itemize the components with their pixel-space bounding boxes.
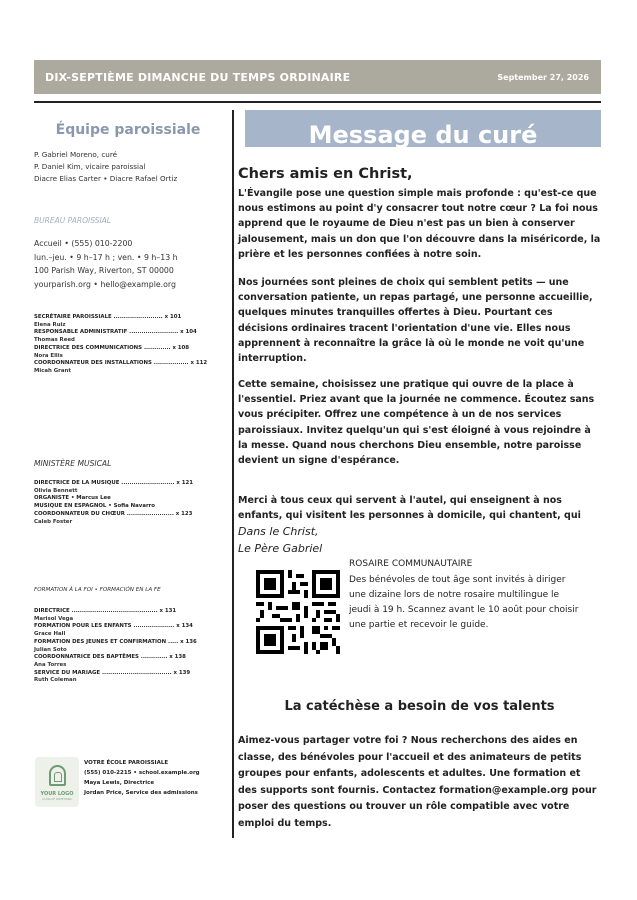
message-signature xyxy=(238,523,322,557)
bulletin-title: DIX-SEPTIÈME DIMANCHE DU TEMPS ORDINAIRE xyxy=(45,70,351,84)
directory-role: SERVICE DU MARIAGE .................................. x 139 xyxy=(34,669,191,676)
directory-role: ORGANISTE • Marcus Lee xyxy=(34,495,111,502)
staff-list xyxy=(34,149,177,185)
rosary-title: ROSAIRE COMMUNAUTAIRE xyxy=(349,559,473,569)
header-divider xyxy=(34,101,601,103)
directory-role: SECRÉTAIRE PAROISSIALE ........................ x 101 xyxy=(34,314,182,320)
message-signer: Le Père Gabriel xyxy=(238,542,323,555)
message-greeting: Chers amis en Christ, xyxy=(238,166,413,182)
school-info xyxy=(84,758,200,798)
office-hours: lun.–jeu. • 9 h–17 h ; ven. • 9 h–13 h xyxy=(34,252,178,262)
directory-name: Ana Torres xyxy=(34,661,67,668)
bulletin-date: September 27, 2026 xyxy=(497,72,589,82)
school-logo xyxy=(35,757,79,807)
directory-role: RESPONSABLE ADMINISTRATIF ........................ x 104 xyxy=(34,329,197,336)
staff-title: Équipe paroissiale xyxy=(55,122,201,138)
school-arch-icon xyxy=(49,765,66,786)
school-contact: (555) 010-2215 • school.example.org xyxy=(84,770,200,776)
directory-role: COORDONNATEUR DES INSTALLATIONS ................. x 112 xyxy=(34,360,208,367)
message-closing: Dans le Christ, xyxy=(238,525,319,538)
directory-role: DIRECTRICE .......................................... x 131 xyxy=(34,608,177,614)
logo-text: YOUR LOGO xyxy=(40,791,74,797)
music-directory xyxy=(34,480,222,526)
directory-name: Caleb Foster xyxy=(34,518,73,525)
catechesis-body: Aimez-vous partager votre foi ? Nous recherchons des aides en classe, des bénévoles pour l'accueil et des animateurs de petits groupes pour enfants, adolescents et adultes. Une formation et des supports sont fournis. Contactez formation@example.org pour poser des questions ou trouver un rôle compatible avec votre emploi du temps. xyxy=(238,735,597,829)
directory-name: Micah Grant xyxy=(34,367,71,374)
rosary-text: Des bénévoles de tout âge sont invités à diriger une dizaine lors de notre rosaire multilingue le jeudi à 19 h. Scannez avant le 10 août pour choisir une partie et recevoir le guide. xyxy=(349,575,579,630)
directory-role: DIRECTRICE DE LA MUSIQUE .......................... x 121 xyxy=(34,480,194,486)
office-phone: Accueil • (555) 010-2200 xyxy=(34,239,133,248)
directory-role: MUSIQUE EN ESPAGNOL • Sofia Navarro xyxy=(34,503,155,510)
directory-role: DIRECTRICE DES COMMUNICATIONS ............. x 108 xyxy=(34,344,190,351)
admin-directory xyxy=(34,314,222,376)
directory-name: Elena Ruiz xyxy=(34,321,66,328)
office-web-email: yourparish.org • hello@example.org xyxy=(34,279,176,289)
staff-line: Diacre Elias Carter • Diacre Rafael Ortiz xyxy=(34,174,178,183)
office-info xyxy=(34,237,178,291)
directory-name: Ruth Coleman xyxy=(34,677,77,684)
message-banner-title: Message du curé xyxy=(308,121,538,147)
message-paragraph: Nos journées sont pleines de choix qui semblent petits — une conversation patiente, un repas partagé, une personne accueillie, quelques minutes tranquilles offertes à Dieu. Pourtant ces décisions ordinaires tracent l'orientation d'une vie. Elles nous apprennent à reconnaître la grâce là où le monde ne voit qu'une interruption. xyxy=(238,277,593,365)
directory-name: Nora Ellis xyxy=(34,352,63,359)
directory-name: Marisol Vega xyxy=(34,615,74,622)
school-principal: Maya Lewis, Directrice xyxy=(84,780,155,786)
catechesis-title: La catéchèse a besoin de vos talents xyxy=(284,699,555,714)
directory-name: Olivia Bennett xyxy=(34,487,78,494)
school-name: VOTRE ÉCOLE PAROISSIALE xyxy=(84,760,169,766)
directory-name: Grace Hall xyxy=(34,631,66,638)
formation-directory xyxy=(34,608,222,685)
logo-subtext: CLASS OF SOMETHING xyxy=(42,798,72,801)
school-block xyxy=(34,757,234,817)
directory-role: FORMATION DES JEUNES ET CONFIRMATION ..... x 136 xyxy=(34,638,197,645)
office-address: 100 Parish Way, Riverton, ST 00000 xyxy=(34,266,174,275)
office-heading: BUREAU PAROISSIAL xyxy=(34,216,111,225)
staff-line: P. Gabriel Moreno, curé xyxy=(34,150,118,159)
message-paragraph: Merci à tous ceux qui servent à l'autel, qui enseignent à nos enfants, qui visitent les personnes à domicile, qui chantent, qui xyxy=(238,495,581,522)
directory-name: Julian Soto xyxy=(34,646,67,653)
school-admissions: Jordan Price, Service des admissions xyxy=(84,790,198,796)
music-heading: MINISTÈRE MUSICAL xyxy=(34,459,112,468)
message-banner xyxy=(245,110,601,147)
directory-role: COORDONNATEUR DU CHŒUR ....................... x 123 xyxy=(34,510,193,517)
message-paragraph: L'Évangile pose une question simple mais profonde : qu'est-ce que nous estimons au point d'y consacrer tout notre cœur ? La foi nous apprend que le royaume de Dieu n'est pas un bien à conserver jalousement, mais un don que l'on découvre dans la miséricorde, la prière et les personnes confiées à notre soin. xyxy=(238,188,601,260)
column-divider xyxy=(232,110,234,838)
directory-role: FORMATION POUR LES ENFANTS .................... x 134 xyxy=(34,623,193,630)
qr-code-icon[interactable] xyxy=(256,570,340,654)
staff-line: P. Daniel Kim, vicaire paroissial xyxy=(34,162,146,171)
directory-name: Thomas Reed xyxy=(34,337,75,344)
formation-heading: FORMATION À LA FOI • FORMACIÓN EN LA FE xyxy=(34,587,161,593)
header-band xyxy=(34,60,601,94)
directory-role: COORDONNATRICE DES BAPTÊMES ............. x 138 xyxy=(34,654,186,661)
message-paragraph: Cette semaine, choisissez une pratique qui ouvre de la place à l'essentiel. Priez avant que la journée ne commence. Écoutez sans vous précipiter. Offrez une compétence à un de nos services paroissiaux. Invitez quelqu'un qui s'est éloigné à vous rejoindre à la messe. Quand nous cherchons Dieu ensemble, notre paroisse devient un signe d'espérance. xyxy=(238,379,595,467)
